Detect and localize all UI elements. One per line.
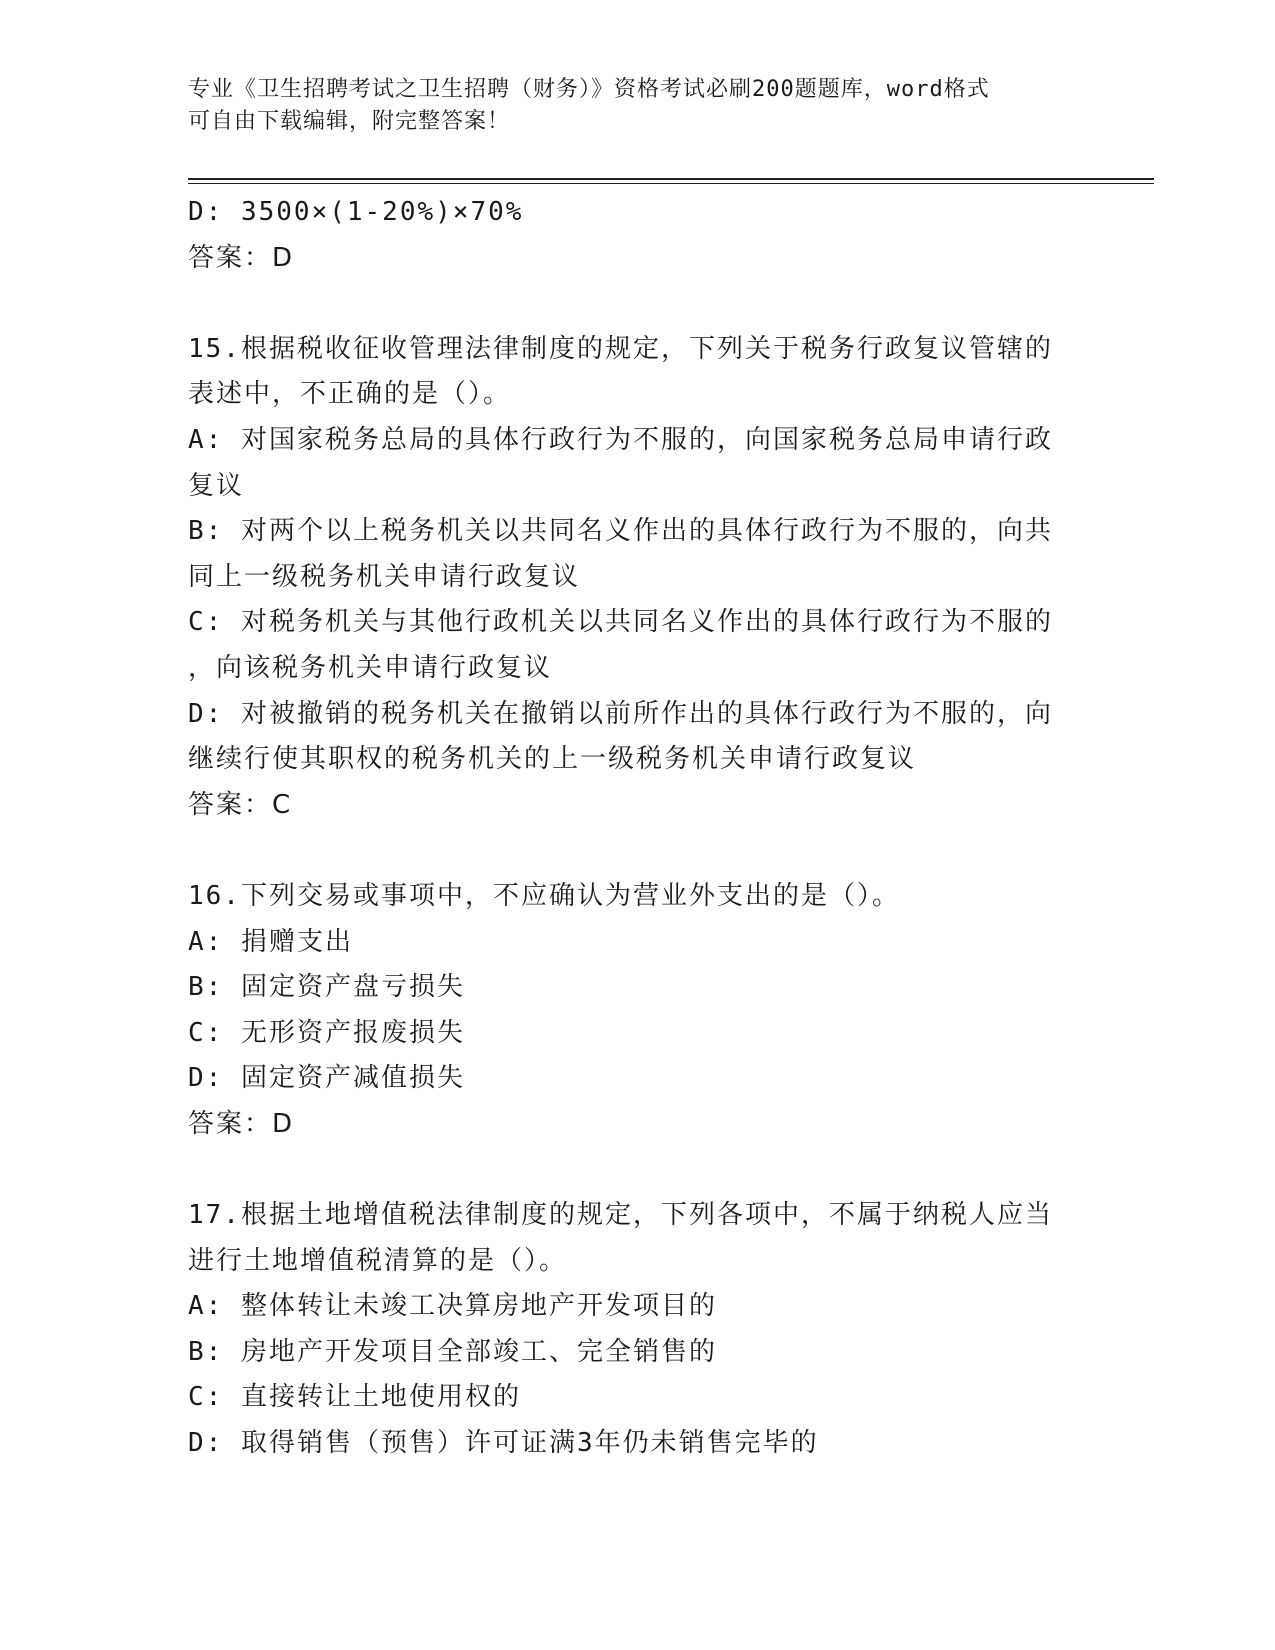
question-16 [188,874,1068,1148]
option-a-cont: 复议 [188,470,245,501]
document-body [188,190,1068,1467]
spacer [188,828,1068,874]
answer: 答案：C [188,789,293,820]
option-c-cont: ，向该税务机关申请行政复议 [188,652,553,683]
header-divider-thick [188,178,1154,180]
option-a: A: 对国家税务总局的具体行政行为不服的，向国家税务总局申请行政 [188,424,1053,455]
question-14-tail [188,190,1068,281]
option-d: D: 固定资产减值损失 [188,1063,465,1094]
spacer [188,1147,1068,1193]
question-17 [188,1193,1068,1467]
question-stem-cont: 进行土地增值税清算的是（）。 [188,1245,568,1276]
question-stem: 17.根据土地增值税法律制度的规定，下列各项中，不属于纳税人应当 [188,1200,1053,1231]
question-stem: 15.根据税收征收管理法律制度的规定，下列关于税务行政复议管辖的 [188,333,1053,364]
answer: 答案：D [188,242,295,273]
document-header [188,74,1068,138]
option-b: B: 房地产开发项目全部竣工、完全销售的 [188,1336,717,1367]
header-line-2: 可自由下载编辑，附完整答案！ [188,109,511,134]
option-c: C: 对税务机关与其他行政机关以共同名义作出的具体行政行为不服的 [188,607,1053,638]
option-b: B: 固定资产盘亏损失 [188,972,465,1003]
answer: 答案：D [188,1108,295,1139]
option-d: D: 对被撤销的税务机关在撤销以前所作出的具体行政行为不服的，向 [188,698,1053,729]
option-a: A: 捐赠支出 [188,926,353,957]
option-d-cont: 继续行使其职权的税务机关的上一级税务机关申请行政复议 [188,744,917,775]
option-b: B: 对两个以上税务机关以共同名义作出的具体行政行为不服的，向共 [188,516,1053,547]
spacer [188,281,1068,327]
option-d: D: 3500×(1-20%)×70% [188,197,524,227]
header-divider-thin [188,183,1154,184]
question-stem-cont: 表述中，不正确的是（）。 [188,379,512,410]
question-stem: 16.下列交易或事项中，不应确认为营业外支出的是（）。 [188,880,900,911]
option-c: C: 直接转让土地使用权的 [188,1382,521,1413]
option-c: C: 无形资产报废损失 [188,1017,465,1048]
option-b-cont: 同上一级税务机关申请行政复议 [188,561,581,592]
question-15 [188,327,1068,829]
option-a: A: 整体转让未竣工决算房地产开发项目的 [188,1291,717,1322]
header-line-1: 专业《卫生招聘考试之卫生招聘（财务）》资格考试必刷200题题库，word格式 [188,77,990,102]
option-d: D: 取得销售（预售）许可证满3年仍未销售完毕的 [188,1428,819,1459]
